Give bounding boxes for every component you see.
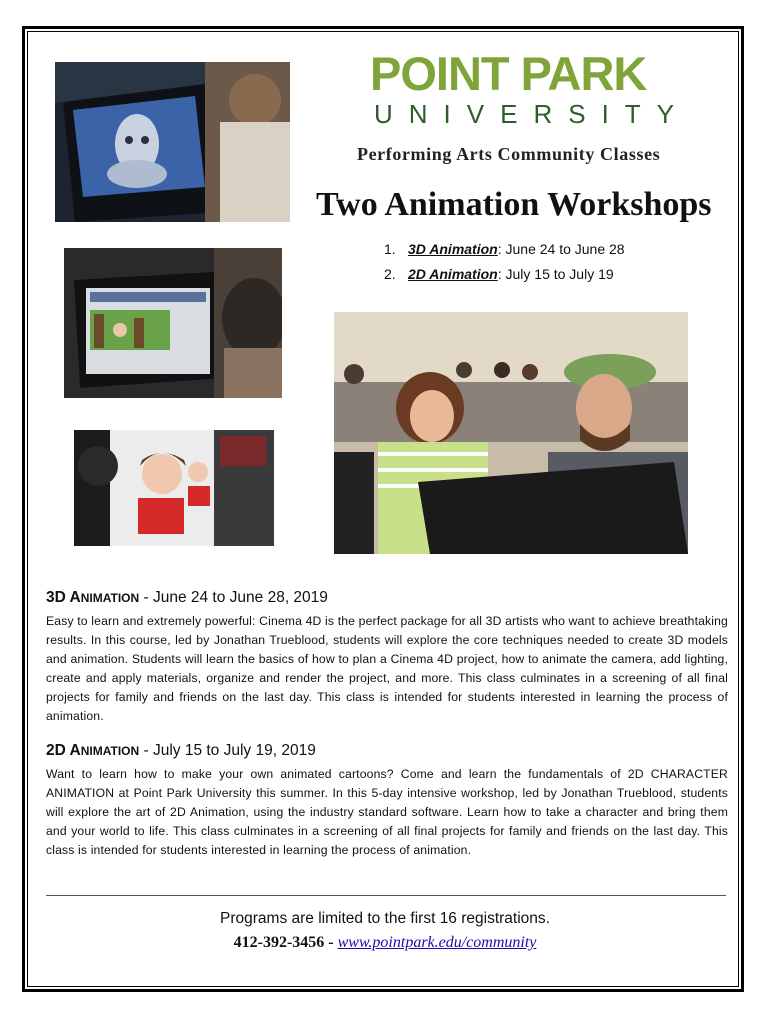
workshop-dates: : July 15 to July 19 [497,266,614,282]
section-3d-animation [46,588,728,725]
heading-dates: - July 15 to July 19, 2019 [139,742,316,759]
photo-3d-sculpt-workstation [55,62,290,222]
photo-2d-animation-screen [64,248,282,398]
workshop-name: 2D Animation [408,266,498,282]
section-2d-animation [46,741,728,860]
photo-students-classroom [334,312,688,554]
phone-number: 412-392-3456 [233,934,325,951]
point-park-university-logo [370,47,710,129]
workshop-dates: : June 24 to June 28 [497,241,625,257]
section-heading [46,741,728,761]
page-title: Two Animation Workshops [316,186,712,223]
footer-divider [46,895,726,896]
heading-dates: - June 24 to June 28, 2019 [139,589,328,606]
workshop-item [384,238,625,263]
heading-caps-start: 2D A [46,742,81,759]
workshop-number: 1. [384,241,396,257]
section-description: Want to learn how to make your own animated cartoons? Come and learn the fundamentals of 2D CHARACTER ANIMATION at Point Park University this summer. In this 5-day intensive workshop, led by Jonathan Trueblood, students will explore the art of 2D Animation, using the industry standard software. Learn how to take a character and bring them and your world to life. This class culminates in a screening of all final projects for family and friends on the last day. This class is intended for students interested in learning the process of animation. [46,767,728,857]
community-link[interactable]: www.pointpark.edu/community [337,934,537,951]
heading-caps-start: 3D A [46,589,81,606]
logo-wordmark-bottom: UNIVERSITY [374,99,691,129]
registration-note: Programs are limited to the first 16 registrations. [220,910,550,927]
section-heading [46,588,728,608]
heading-caps-rest: NIMATION [80,744,140,758]
heading-caps-rest: NIMATION [80,591,140,605]
workshop-list [384,238,625,288]
section-description: Easy to learn and extremely powerful: Cinema 4D is the perfect package for all 3D artists who want to achieve breathtaking results. In this course, led by Jonathan Trueblood, students will explore the core techniques needed to create 3D models and animation. Students will learn the basics of how to plan a Cinema 4D project, how to animate the camera, add lighting, create and apply materials, organize and render the project, and more. This class culminates in a screening of all final projects for family and friends on the last day. This class is intended for students interested in learning the process of animation. [46,614,728,723]
workshop-item [384,263,625,288]
workshop-number: 2. [384,266,396,282]
workshop-name: 3D Animation [408,241,498,257]
tagline: Performing Arts Community Classes [357,144,661,164]
contact-line [0,934,770,952]
logo-wordmark-top: POINT PARK [370,47,647,100]
contact-separator: - [324,934,338,951]
photo-character-drawing [74,430,274,546]
